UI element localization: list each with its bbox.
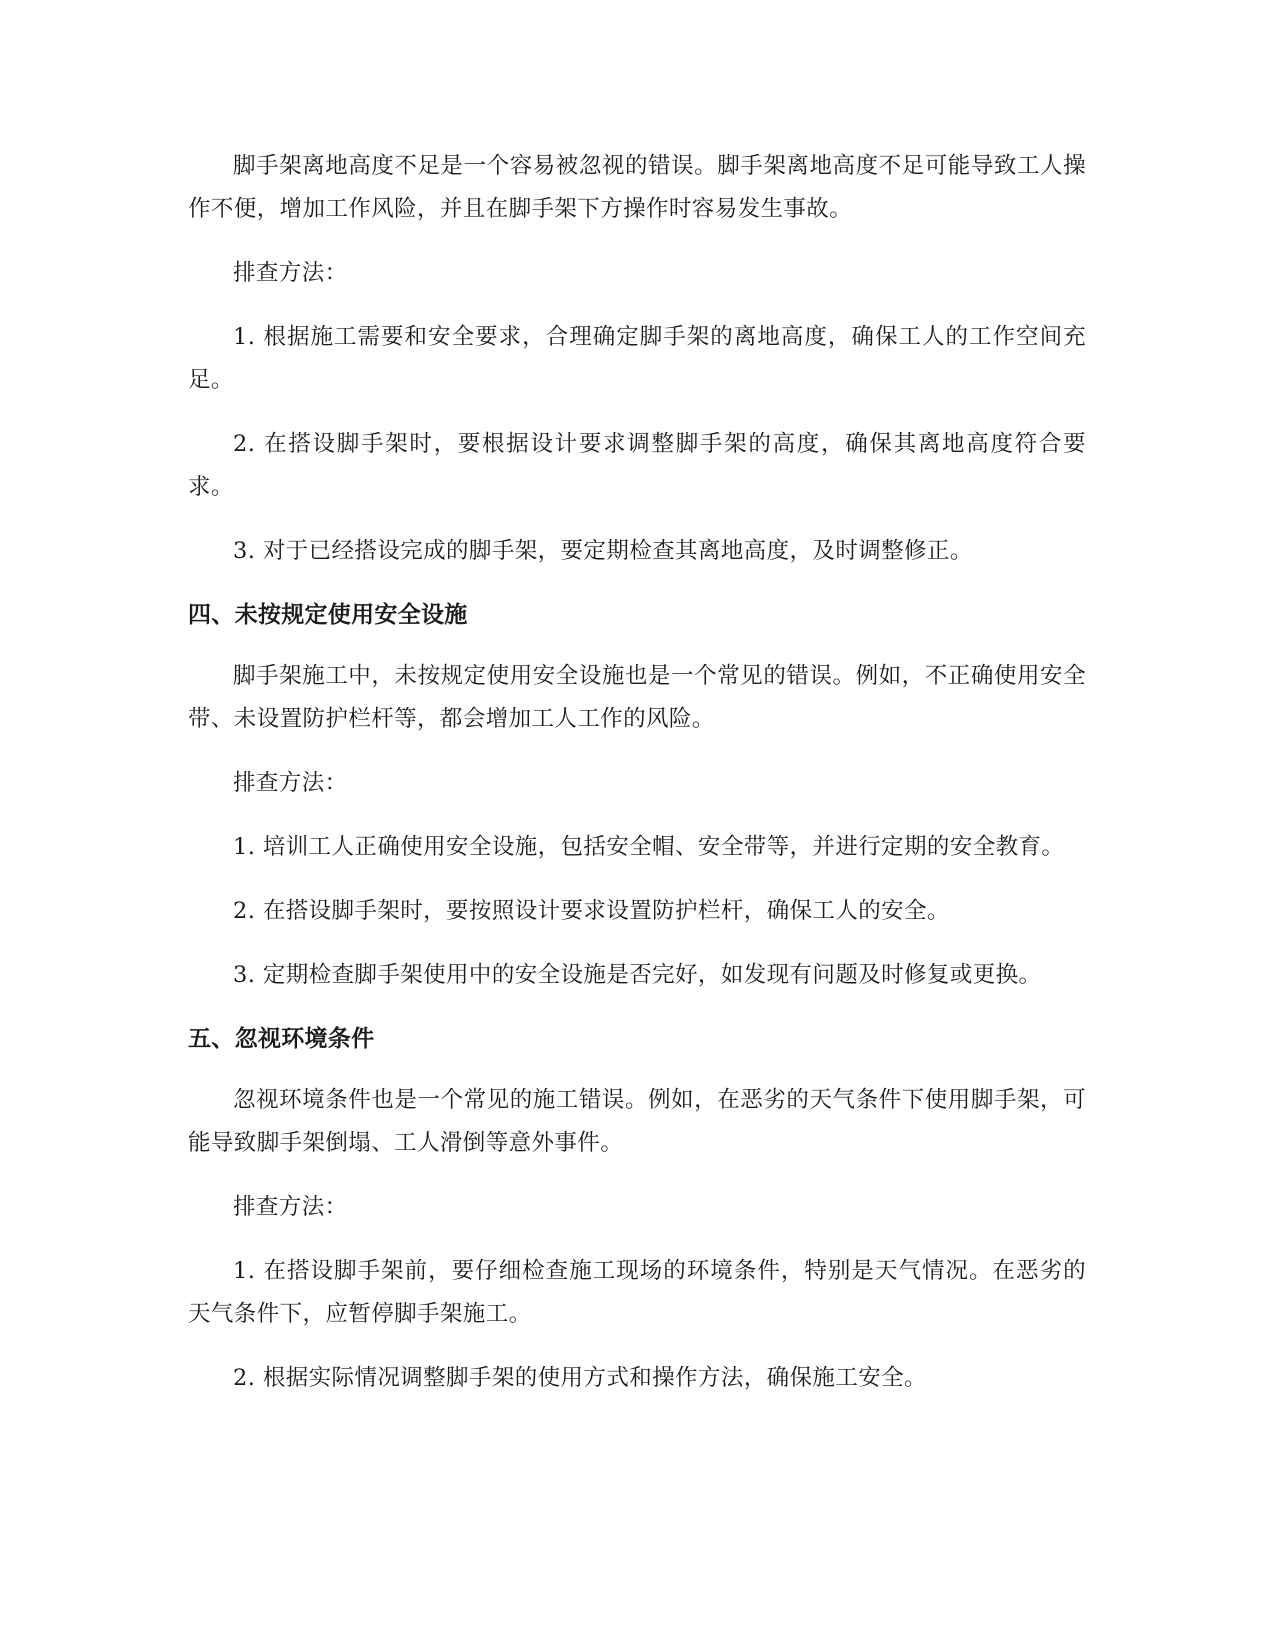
list-item: 3. 定期检查脚手架使用中的安全设施是否完好，如发现有问题及时修复或更换。 [233,962,1042,988]
section-heading: 五、忽视环境条件 [188,1026,375,1052]
section-heading: 四、未按规定使用安全设施 [188,602,468,628]
paragraph: 排查方法： [233,260,348,286]
paragraph: 排查方法： [233,770,348,796]
paragraph: 脚手架施工中，未按规定使用安全设施也是一个常见的错误。例如，不正确使用安全带、未设置防护栏杆等，都会增加工人工作的风险。 [188,663,1086,732]
paragraph: 排查方法： [233,1194,348,1220]
paragraph: 忽视环境条件也是一个常见的施工错误。例如，在恶劣的天气条件下使用脚手架，可能导致脚手架倒塌、工人滑倒等意外事件。 [188,1087,1086,1156]
paragraph: 脚手架离地高度不足是一个容易被忽视的错误。脚手架离地高度不足可能导致工人操作不便，增加工作风险，并且在脚手架下方操作时容易发生事故。 [188,153,1086,222]
list-item: 2. 在搭设脚手架时，要根据设计要求调整脚手架的高度，确保其离地高度符合要求。 [188,431,1086,500]
list-item: 1. 培训工人正确使用安全设施，包括安全帽、安全带等，并进行定期的安全教育。 [233,834,1065,860]
list-item: 1. 在搭设脚手架前，要仔细检查施工现场的环境条件，特别是天气情况。在恶劣的天气条件下，应暂停脚手架施工。 [188,1258,1086,1327]
document-body [188,145,1086,1421]
list-item: 2. 在搭设脚手架时，要按照设计要求设置防护栏杆，确保工人的安全。 [233,898,950,924]
list-item: 1. 根据施工需要和安全要求，合理确定脚手架的离地高度，确保工人的工作空间充足。 [188,324,1086,393]
list-item: 3. 对于已经搭设完成的脚手架，要定期检查其离地高度，及时调整修正。 [233,538,973,564]
list-item: 2. 根据实际情况调整脚手架的使用方式和操作方法，确保施工安全。 [233,1365,927,1391]
